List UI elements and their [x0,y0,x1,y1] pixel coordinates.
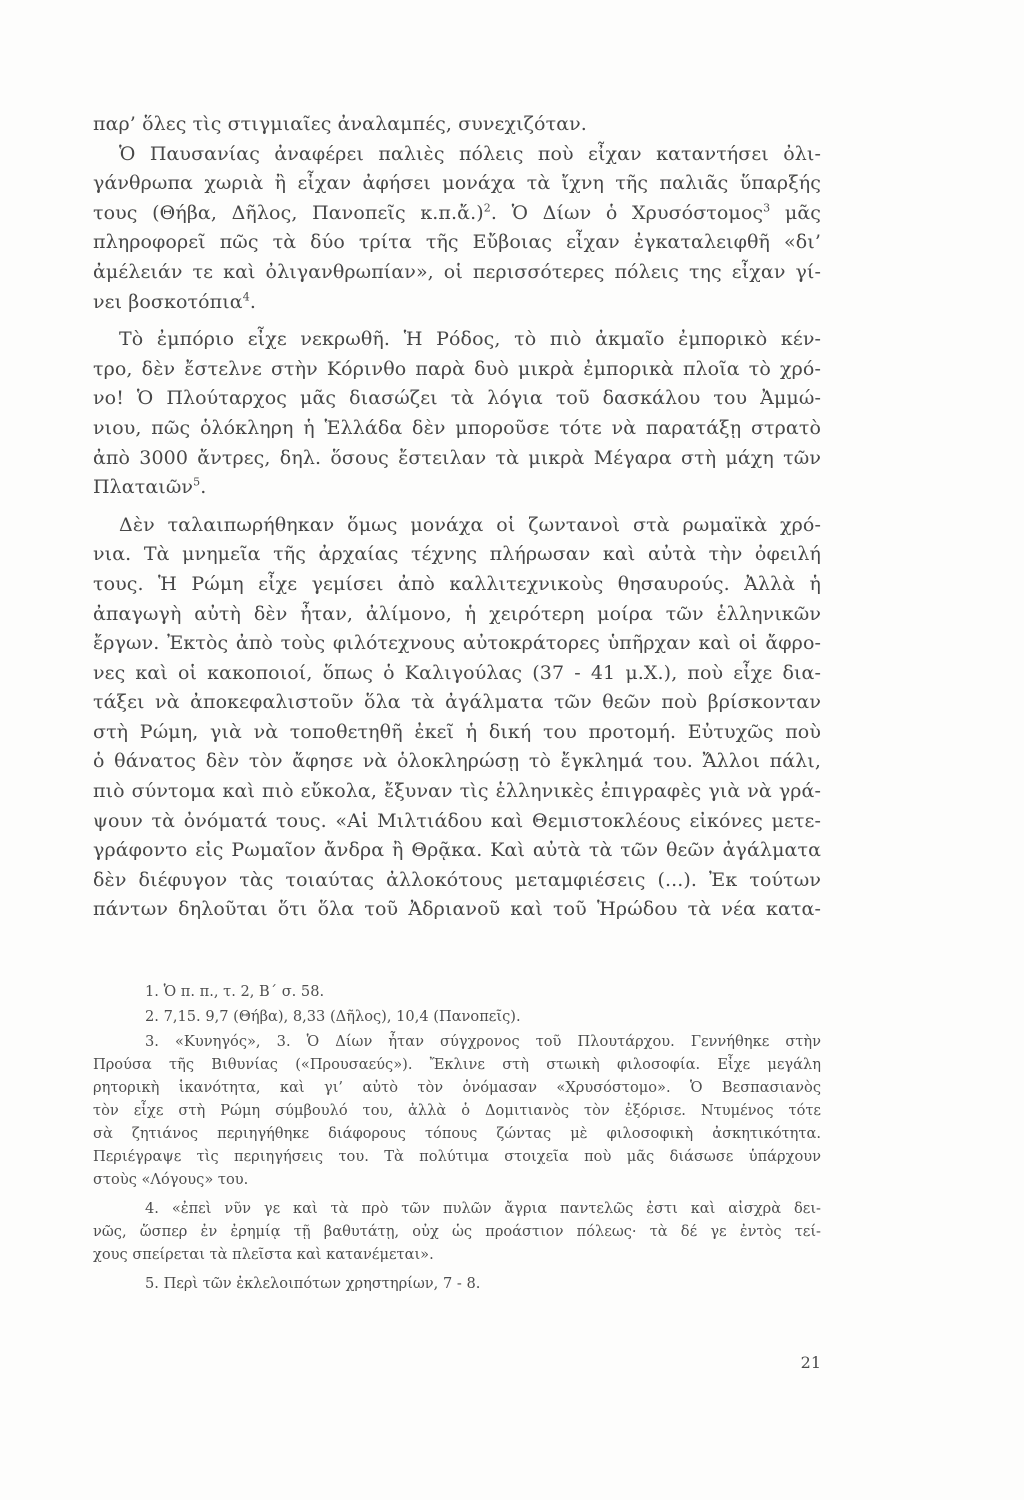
paragraph-1 [93,110,821,140]
text-line: πάντων δηλοῦται ὅτι ὅλα τοῦ Ἀδριανοῦ καὶ τοῦ Ἡρώδου τὰ νέα κατα- [93,898,821,921]
footnotes [93,980,821,1297]
text-line: Τὸ ἐμπόριο εἶχε νεκρωθῆ. Ἡ Ρόδος, τὸ πιὸ ἀκμαῖο ἐμπορικὸ κέν- [119,328,821,351]
text-line: Ὁ Παυσανίας ἀναφέρει παλιὲς πόλεις ποὺ εἶχαν καταντήσει ὀλι- [119,142,821,165]
page-number: 21 [800,1353,821,1372]
text-line: γράφοντο εἰς Ρωμαῖον ἄνδρα ἢ Θρᾷκα. Καὶ αὐτὰ τὰ τῶν θεῶν ἀγάλματα [93,839,821,862]
text-line: πληροφορεῖ πῶς τὰ δύο τρίτα τῆς Εὔβοιας εἶχαν ἐγκαταλειφθῆ «δι’ [93,231,821,254]
text-line: Δὲν ταλαιπωρήθηκαν ὅμως μονάχα οἱ ζωντανοὶ στὰ ρωμαϊκὰ χρό- [119,513,821,536]
text-segment: τους (Θήβα, Δῆλος, Πανοπεῖς κ.π.ἄ.) [93,201,484,224]
text-segment: . [249,290,256,313]
footnote-line: 3. «Κυνηγός», 3. Ὁ Δίων ἦταν σύγχρονος τοῦ Πλουτάρχου. Γεννήθηκε στὴν [145,1033,821,1050]
text-line [93,199,821,229]
text-line: στὴ Ρώμη, γιὰ νὰ τοποθετηθῆ ἐκεῖ ἡ δική του προτομή. Εὐτυχῶς ποὺ [93,720,821,743]
footnote-2 [93,1005,821,1028]
text-line [93,473,821,503]
text-line: νιου, πῶς ὁλόκληρη ἡ Ἑλλάδα δὲν μποροῦσε τότε νὰ παρατάξῃ στρατὸ [93,416,821,439]
text-line: ὁ θάνατος δὲν τὸν ἄφησε νὰ ὁλοκληρώσῃ τὸ ἔγκλημά του. Ἄλλοι πάλι, [93,750,821,773]
footnote-4 [93,1197,821,1266]
text-line: τάξει νὰ ἀποκεφαλιστοῦν ὅλα τὰ ἀγάλματα τῶν θεῶν ποὺ βρίσκονταν [93,691,821,714]
text-segment: μᾶς [770,201,822,224]
paragraph-2 [93,140,821,318]
paragraph-4 [93,511,821,925]
footnote-line: 1. Ὁ π. π., τ. 2, Β΄ σ. 58. [145,983,325,1000]
text-line: ἀπαγωγὴ αὐτὴ δὲν ἦταν, ἀλίμονο, ἡ χειρότερη μοίρα τῶν ἑλληνικῶν [93,602,821,625]
text-line: νες καὶ οἱ κακοποιοί, ὅπως ὁ Καλιγούλας (37 - 41 μ.Χ.), ποὺ εἶχε δια- [93,661,821,684]
footnote-line: νῶς, ὥσπερ ἐν ἐρημίᾳ τῇ βαθυτάτῃ, οὐχ ὡς προάστιον πόλεως· τὰ δέ γε ἐντὸς τεί- [93,1223,821,1240]
text-line: ἀπὸ 3000 ἄντρες, δηλ. ὅσους ἔστειλαν τὰ μικρὰ Μέγαρα στὴ μάχη τῶν [93,446,821,469]
footnote-line: τὸν εἶχε στὴ Ρώμη σύμβουλό του, ἀλλὰ ὁ Δομιτιανὸς τὸν ἐξόρισε. Ντυμένος τότε [93,1102,821,1119]
footnote-ref-5: 5 [193,475,201,489]
footnote-line: 4. «ἐπεὶ νῦν γε καὶ τὰ πρὸ τῶν πυλῶν ἄγρια παντελῶς ἐστι καὶ αἰσχρὰ δει- [145,1200,821,1217]
text-segment: . Ὁ Δίων ὁ Χρυσόστομος [490,201,764,224]
footnote-line: σὰ ζητιάνος περιηγήθηκε διάφορους τόπους ζώντας μὲ φιλοσοφικὴ ἀσκητικότητα. [93,1125,821,1142]
text-line: τρο, δὲν ἔστελνε στὴν Κόρινθο παρὰ δυὸ μικρὰ ἐμπορικὰ πλοῖα τὸ χρό- [93,357,821,380]
text-line: πιὸ σύντομα καὶ πιὸ εὔκολα, ἔξυναν τὶς ἑλληνικὲς ἐπιγραφὲς γιὰ νὰ γρά- [93,780,821,803]
text-segment: νει βοσκοτόπια [93,290,243,313]
text-line: δὲν διέφυγον τὰς τοιαύτας ἀλλοκότους μεταμφιέσεις (...). Ἐκ τούτων [93,868,821,891]
text-line: παρ’ ὅλες τὶς στιγμιαῖες ἀναλαμπές, συνεχιζόταν. [93,113,587,135]
text-line: ἔργων. Ἐκτὸς ἀπὸ τοὺς φιλότεχνους αὐτοκράτορες ὑπῆρχαν καὶ οἱ ἄφρο- [93,632,821,655]
text-line: νια. Τὰ μνημεῖα τῆς ἀρχαίας τέχνης πλήρωσαν καὶ αὐτὰ τὴν ὀφειλή [93,543,821,566]
text-line: ψουν τὰ ὀνόματά τους. «Αἱ Μιλτιάδου καὶ Θεμιστοκλέους εἰκόνες μετε- [93,809,821,832]
footnote-line: Περιέγραψε τὶς περιηγήσεις του. Τὰ πολύτιμα στοιχεῖα ποὺ μᾶς διάσωσε ὑπάρχουν [93,1148,821,1165]
text-segment: . [200,476,207,499]
text-line: τους. Ἡ Ρώμη εἶχε γεμίσει ἀπὸ καλλιτεχνικοὺς θησαυρούς. Ἀλλὰ ἡ [93,572,821,595]
text-segment: Πλαταιῶν [93,476,194,499]
text-line: ἀμέλειάν τε καὶ ὀλιγανθρωπίαν», οἱ περισσότερες πόλεις της εἶχαν γί- [93,260,821,283]
footnote-ref-3: 3 [763,201,771,215]
footnote-line: Προύσα τῆς Βιθυνίας («Προυσαεύς»). Ἔκλινε στὴ στωικὴ φιλοσοφία. Εἶχε μεγάλη [93,1056,821,1073]
footnote-ref-2: 2 [483,201,491,215]
main-text [93,110,821,925]
footnote-line: 2. 7,15. 9,7 (Θήβα), 8,33 (Δῆλος), 10,4 (Πανοπεῖς). [145,1008,521,1025]
text-line: γάνθρωπα χωριὰ ἢ εἶχαν ἀφήσει μονάχα τὰ ἴχνη τῆς παλιᾶς ὕπαρξής [93,172,821,195]
footnote-line: στοὺς «Λόγους» του. [93,1171,249,1188]
footnote-line: 5. Περὶ τῶν ἐκλελοιπότων χρηστηρίων, 7 - 8. [145,1275,481,1292]
footnote-ref-4: 4 [242,290,250,304]
footnote-3 [93,1030,821,1191]
footnote-line: χους σπείρεται τὰ πλεῖστα καὶ κατανέμεται». [93,1246,434,1263]
text-line: νο! Ὁ Πλούταρχος μᾶς διασώζει τὰ λόγια τοῦ δασκάλου του Ἀμμώ- [93,387,821,410]
text-line [93,288,821,318]
footnote-line: ρητορικὴ ἱκανότητα, καὶ γι’ αὐτὸ τὸν ὀνόμασαν «Χρυσόστομο». Ὁ Βεσπασιανὸς [93,1079,821,1096]
footnote-5 [93,1272,821,1295]
footnote-1 [93,980,821,1003]
paragraph-3 [93,325,821,503]
